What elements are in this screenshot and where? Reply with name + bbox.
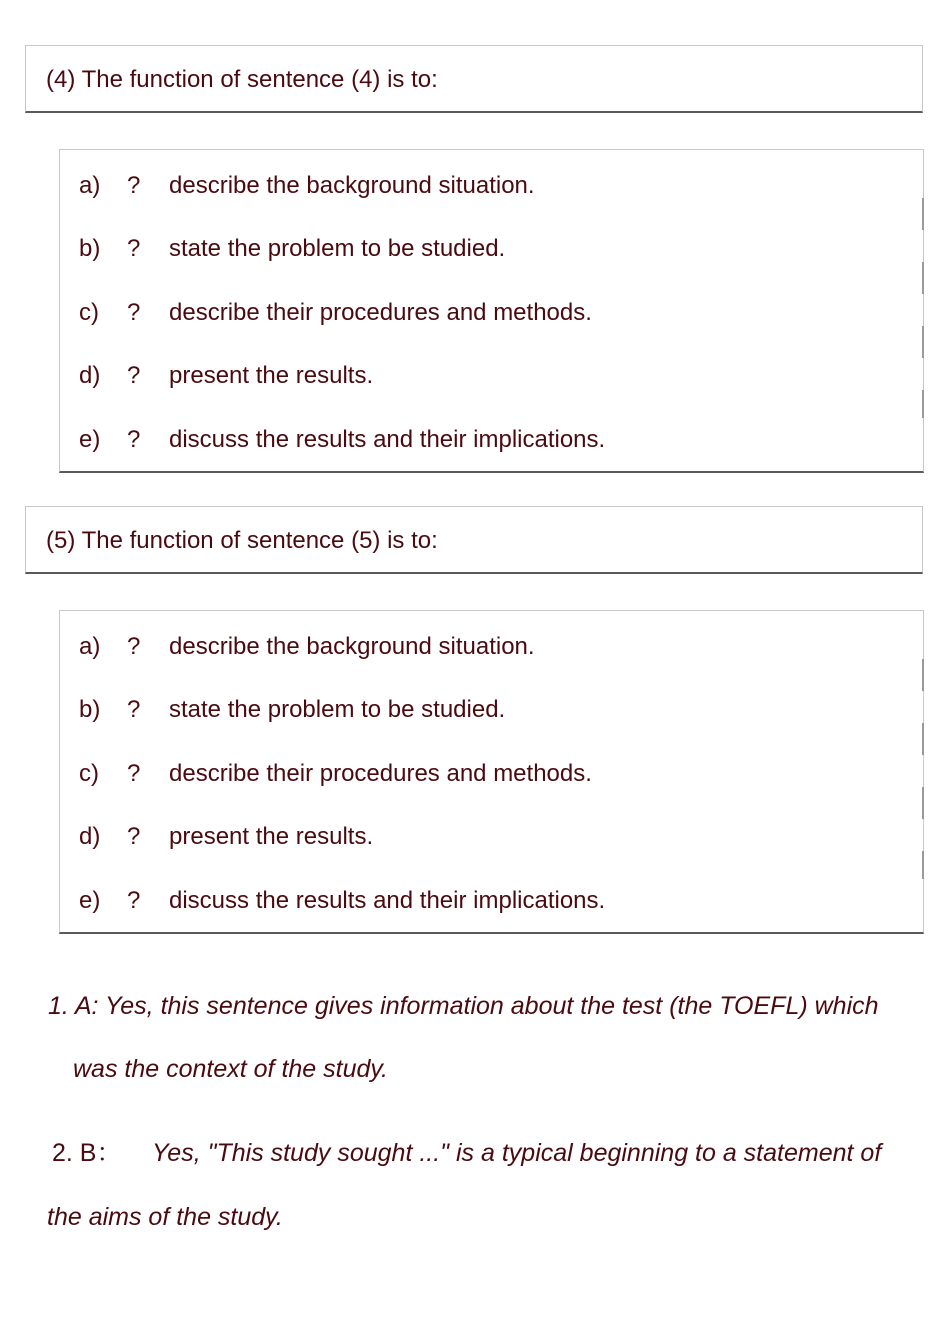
option-text: discuss the results and their implications. xyxy=(169,887,606,914)
option-letter: d) xyxy=(79,823,101,850)
question-4-prompt: (4) The function of sentence (4) is to: xyxy=(46,66,438,93)
option-text: present the results. xyxy=(169,823,374,850)
question-4-options xyxy=(59,149,924,473)
option-text: state the problem to be studied. xyxy=(169,696,506,723)
q4-option-a[interactable] xyxy=(60,171,923,201)
option-marker: ? xyxy=(127,172,141,199)
q4-option-d[interactable] xyxy=(60,361,923,391)
option-text: present the results. xyxy=(169,362,374,389)
option-letter: d) xyxy=(79,362,101,389)
option-marker: ? xyxy=(127,235,141,262)
option-marker: ? xyxy=(127,887,141,914)
q5-option-a[interactable] xyxy=(60,632,923,662)
q4-option-c[interactable] xyxy=(60,298,923,328)
answer-1-line-1: 1. A: Yes, this sentence gives information about the test (the TOEFL) which xyxy=(48,992,879,1020)
question-5-prompt: (5) The function of sentence (5) is to: xyxy=(46,527,438,554)
option-letter: e) xyxy=(79,426,101,453)
q5-option-b[interactable] xyxy=(60,695,923,725)
q5-option-c[interactable] xyxy=(60,759,923,789)
option-marker: ? xyxy=(127,696,141,723)
option-marker: ? xyxy=(127,299,141,326)
q5-option-d[interactable] xyxy=(60,822,923,852)
option-letter: b) xyxy=(79,696,101,723)
option-text: describe the background situation. xyxy=(169,633,535,660)
q4-option-b[interactable] xyxy=(60,234,923,264)
option-text: discuss the results and their implications. xyxy=(169,426,606,453)
answer-2-label: 2. B： xyxy=(52,1139,122,1167)
option-text: describe the background situation. xyxy=(169,172,535,199)
option-marker: ? xyxy=(127,760,141,787)
option-text: state the problem to be studied. xyxy=(169,235,506,262)
option-marker: ? xyxy=(127,362,141,389)
answer-1-line-2: was the context of the study. xyxy=(73,1055,388,1083)
option-text: describe their procedures and methods. xyxy=(169,760,592,787)
option-text: describe their procedures and methods. xyxy=(169,299,592,326)
option-letter: c) xyxy=(79,760,99,787)
option-letter: e) xyxy=(79,887,101,914)
answer-2-line-1: Yes, "This study sought ..." is a typical beginning to a statement of xyxy=(152,1139,882,1167)
answer-2-line-2: the aims of the study. xyxy=(47,1203,283,1231)
option-marker: ? xyxy=(127,633,141,660)
question-4-box xyxy=(25,45,923,113)
option-letter: a) xyxy=(79,172,101,199)
option-letter: a) xyxy=(79,633,101,660)
option-marker: ? xyxy=(127,823,141,850)
question-5-options xyxy=(59,610,924,934)
option-letter: c) xyxy=(79,299,99,326)
question-5-box xyxy=(25,506,923,574)
option-marker: ? xyxy=(127,426,141,453)
q5-option-e[interactable] xyxy=(60,886,923,916)
q4-option-e[interactable] xyxy=(60,425,923,455)
option-letter: b) xyxy=(79,235,101,262)
